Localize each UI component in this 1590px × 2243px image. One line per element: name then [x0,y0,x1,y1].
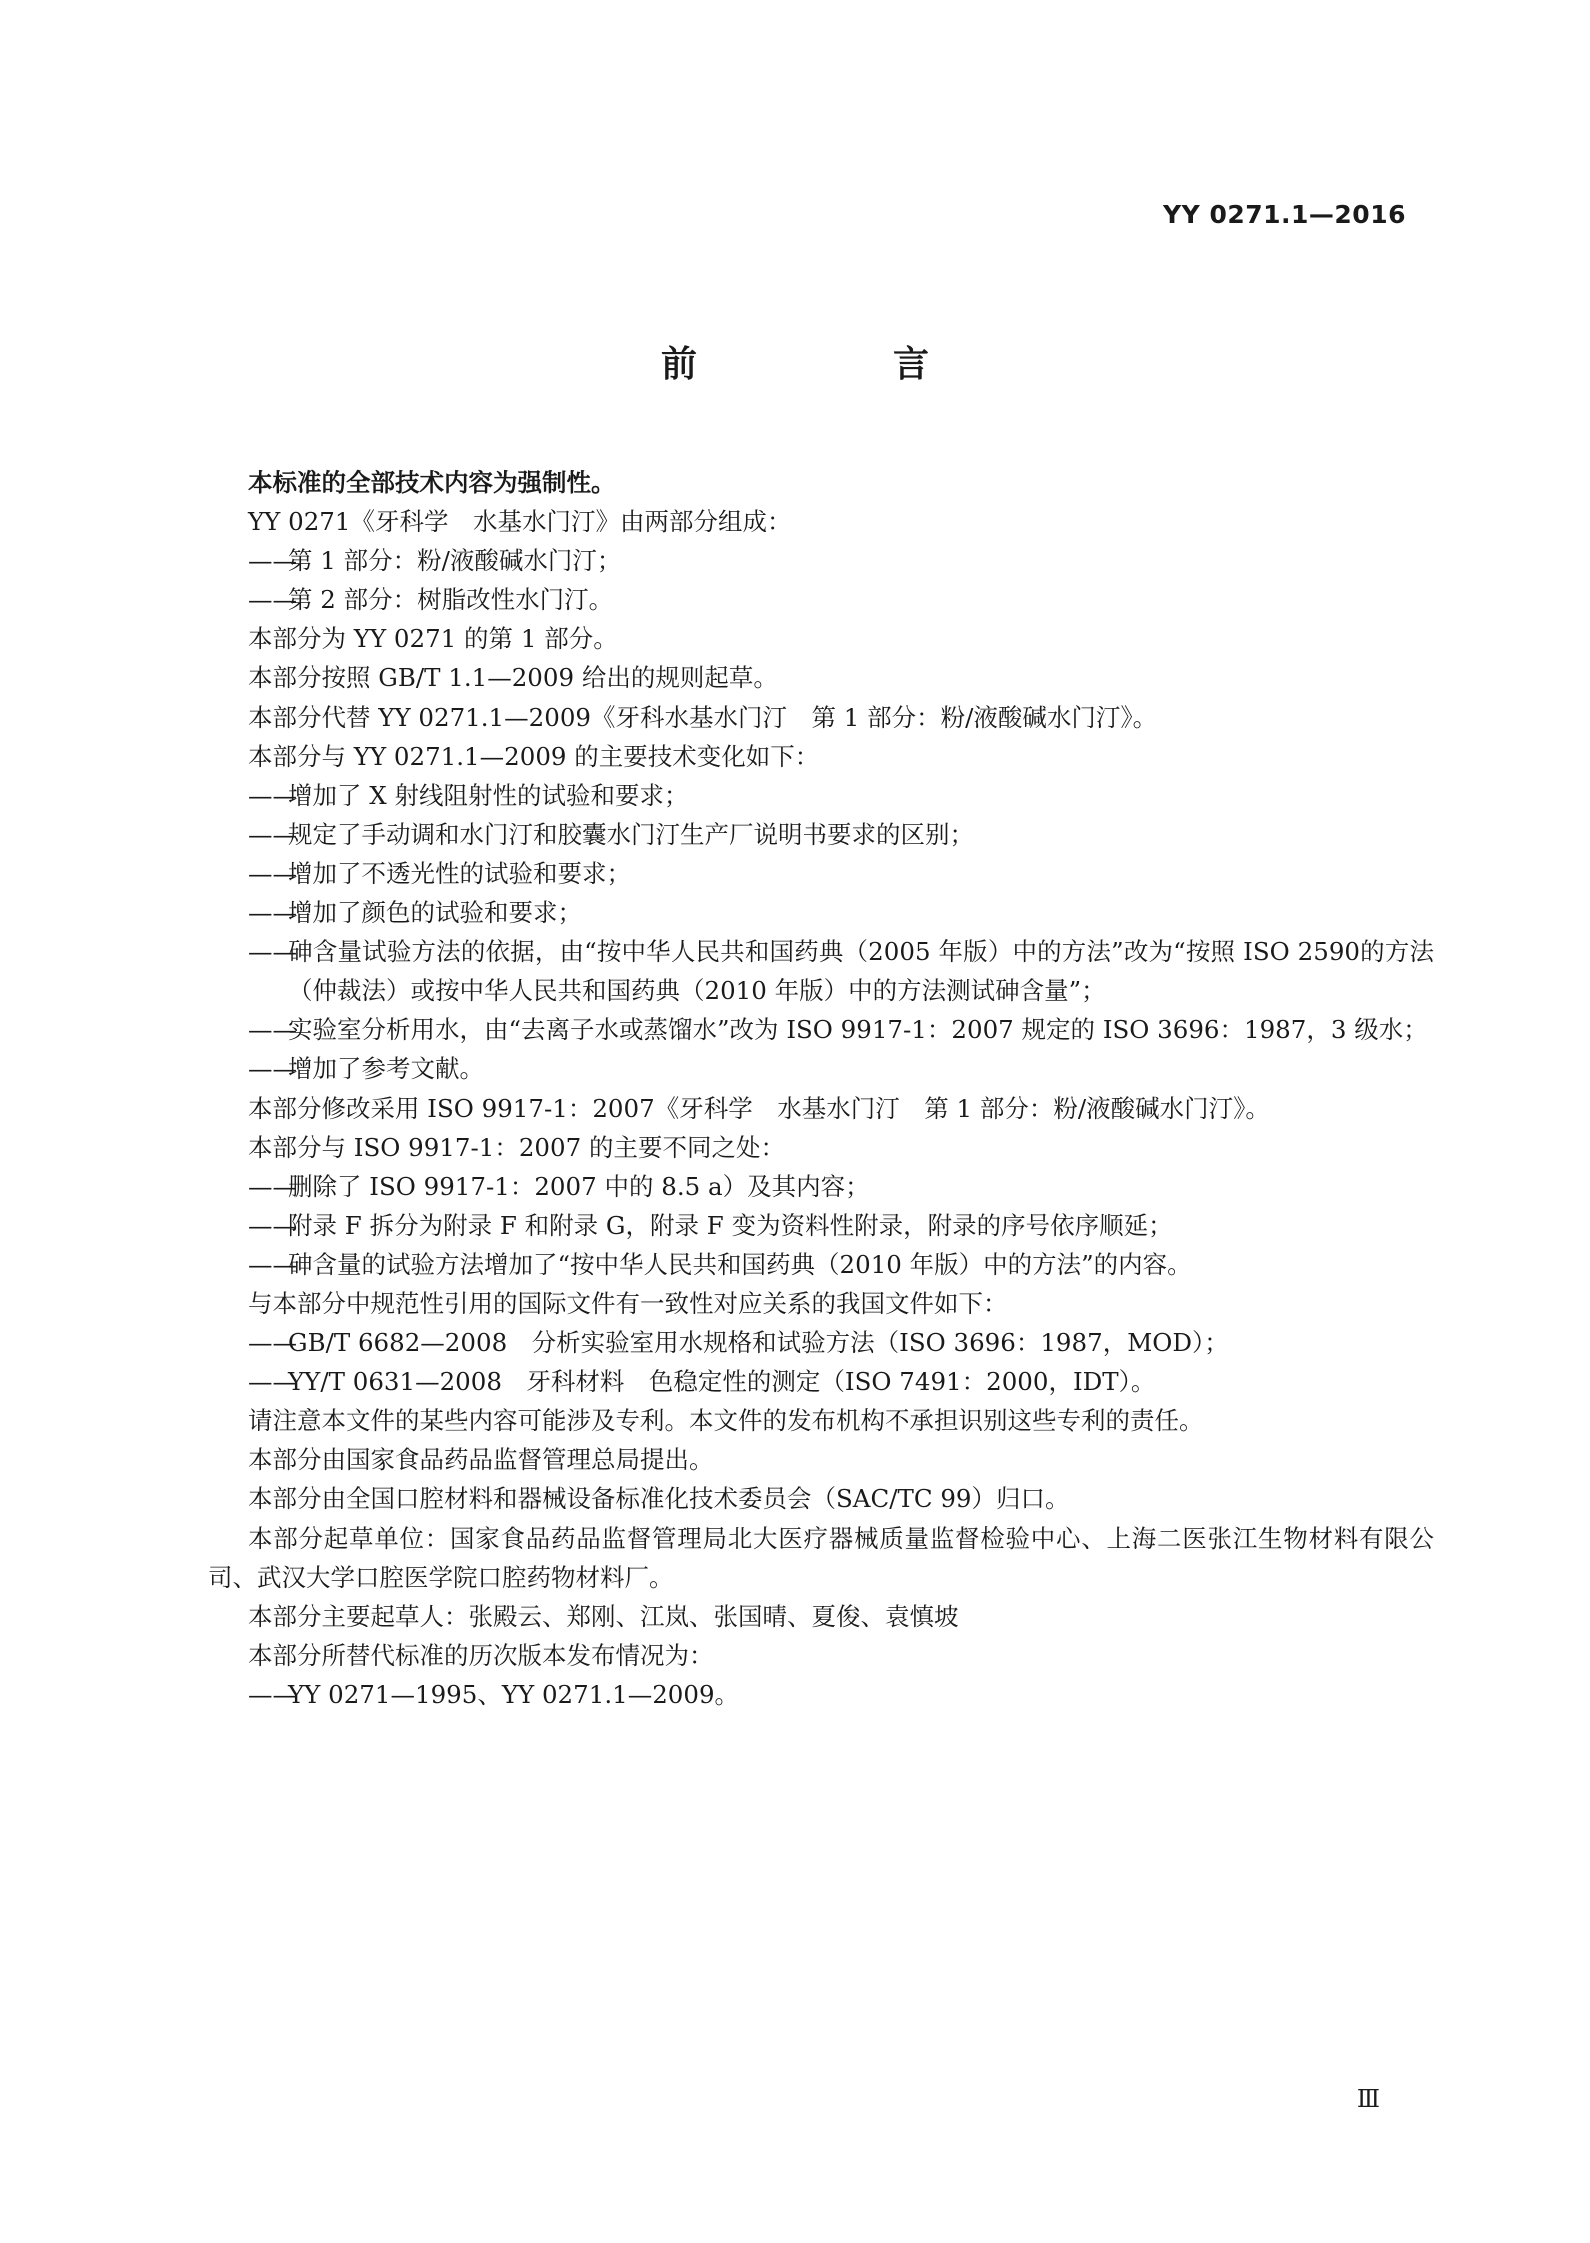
dash-item [208,1362,1434,1401]
dash-mark: —— [248,1679,297,1709]
paragraph: 本部分与 ISO 9917-1：2007 的主要不同之处： [248,1132,785,1162]
paragraph: 本部分主要起草人：张殿云、郑刚、江岚、张国晴、夏俊、袁慎坡 [248,1601,959,1631]
dash-item [208,541,1434,580]
paragraph: 本部分为 YY 0271 的第 1 部分。 [248,624,618,654]
dash-mark: —— [248,1054,297,1084]
dash-mark: —— [248,937,297,967]
paragraph: 本部分修改采用 ISO 9917-1：2007《牙科学 水基水门汀 第 1 部分：粉/液酸碱水门汀》。 [248,1093,1270,1123]
dash-item [208,815,1434,854]
document-code: YY 0271.1—2016 [1163,200,1406,229]
paragraph: 本部分代替 YY 0271.1—2009《牙科水基水门汀 第 1 部分：粉/液酸碱水门汀》。 [248,702,1158,732]
page-number: Ⅲ [1356,2085,1380,2113]
dash-item-text: 砷含量的试验方法增加了“按中华人民共和国药典（2010 年版）中的方法”的内容。 [288,1249,1192,1279]
dash-item-text: 实验室分析用水，由“去离子水或蒸馏水”改为 ISO 9917-1：2007 规定的 ISO 3696：1987，3 级水； [288,1015,1428,1045]
dash-item [208,580,1434,619]
dash-item [208,932,1434,1010]
dash-mark: —— [248,585,297,615]
paragraph: 本部分由全国口腔材料和器械设备标准化技术委员会（SAC/TC 99）归口。 [248,1484,1070,1514]
dash-item [208,1167,1434,1206]
dash-item-text: 删除了 ISO 9917-1：2007 中的 8.5 a）及其内容； [288,1171,870,1201]
paragraph: YY 0271《牙科学 水基水门汀》由两部分组成： [248,507,792,537]
dash-item-text: YY/T 0631—2008 牙科材料 色稳定性的测定（ISO 7491：2000，IDT）。 [288,1367,1156,1397]
dash-item [208,1675,1434,1714]
mandatory-statement: 本标准的全部技术内容为强制性。 [248,468,616,497]
dash-mark: —— [248,1171,297,1201]
dash-mark: —— [248,1367,297,1397]
dash-item-text: 砷含量试验方法的依据，由“按中华人民共和国药典（2005 年版）中的方法”改为“按照 ISO 2590的方法（仲裁法）或按中华人民共和国药典（2010 年版）中的方法测试砷含量”； [288,937,1434,1006]
dash-mark: —— [248,1328,297,1358]
dash-item-text: 第 1 部分：粉/液酸碱水门汀； [288,546,622,576]
dash-item [208,1245,1434,1284]
paragraph: 本部分所替代标准的历次版本发布情况为： [248,1640,714,1670]
dash-item-text: YY 0271—1995、YY 0271.1—2009。 [288,1679,740,1709]
dash-item-text: 增加了 X 射线阻射性的试验和要求； [288,780,689,810]
dash-item [208,1049,1434,1088]
dash-item-text: 增加了参考文献。 [288,1054,484,1084]
dash-item-text: 第 2 部分：树脂改性水门汀。 [288,585,614,615]
dash-mark: —— [248,780,297,810]
dash-item [208,893,1434,932]
paragraph: 与本部分中规范性引用的国际文件有一致性对应关系的我国文件如下： [248,1288,1008,1318]
dash-item-text: 规定了手动调和水门汀和胶囊水门汀生产厂说明书要求的区别； [288,819,974,849]
page-title: 前 言 [660,344,1009,385]
dash-mark: —— [248,1210,297,1240]
dash-item [208,1323,1434,1362]
dash-item-text: GB/T 6682—2008 分析实验室用水规格和试验方法（ISO 3696：1987，MOD）； [288,1328,1229,1358]
paragraph: 本部分起草单位：国家食品药品监督管理局北大医疗器械质量监督检验中心、上海二医张江生物材料有限公司、武汉大学口腔医学院口腔药物材料厂。 [208,1523,1434,1592]
dash-mark: —— [248,1015,297,1045]
dash-item-text: 附录 F 拆分为附录 F 和附录 G，附录 F 变为资料性附录，附录的序号依序顺延； [288,1210,1173,1240]
paragraph: 本部分按照 GB/T 1.1—2009 给出的规则起草。 [248,663,778,693]
dash-mark: —— [248,858,297,888]
dash-mark: —— [248,546,297,576]
paragraph: 本部分由国家食品药品监督管理总局提出。 [248,1445,714,1475]
dash-item [208,1206,1434,1245]
dash-item [208,854,1434,893]
dash-item-text: 增加了颜色的试验和要求； [288,898,582,928]
dash-item [208,1010,1434,1049]
dash-item-text: 增加了不透光性的试验和要求； [288,858,631,888]
dash-mark: —— [248,898,297,928]
foreword-body [208,463,1434,1714]
dash-mark: —— [248,1249,297,1279]
dash-item [208,776,1434,815]
paragraph: 请注意本文件的某些内容可能涉及专利。本文件的发布机构不承担识别这些专利的责任。 [248,1406,1204,1436]
paragraph: 本部分与 YY 0271.1—2009 的主要技术变化如下： [248,741,820,771]
dash-mark: —— [248,819,297,849]
